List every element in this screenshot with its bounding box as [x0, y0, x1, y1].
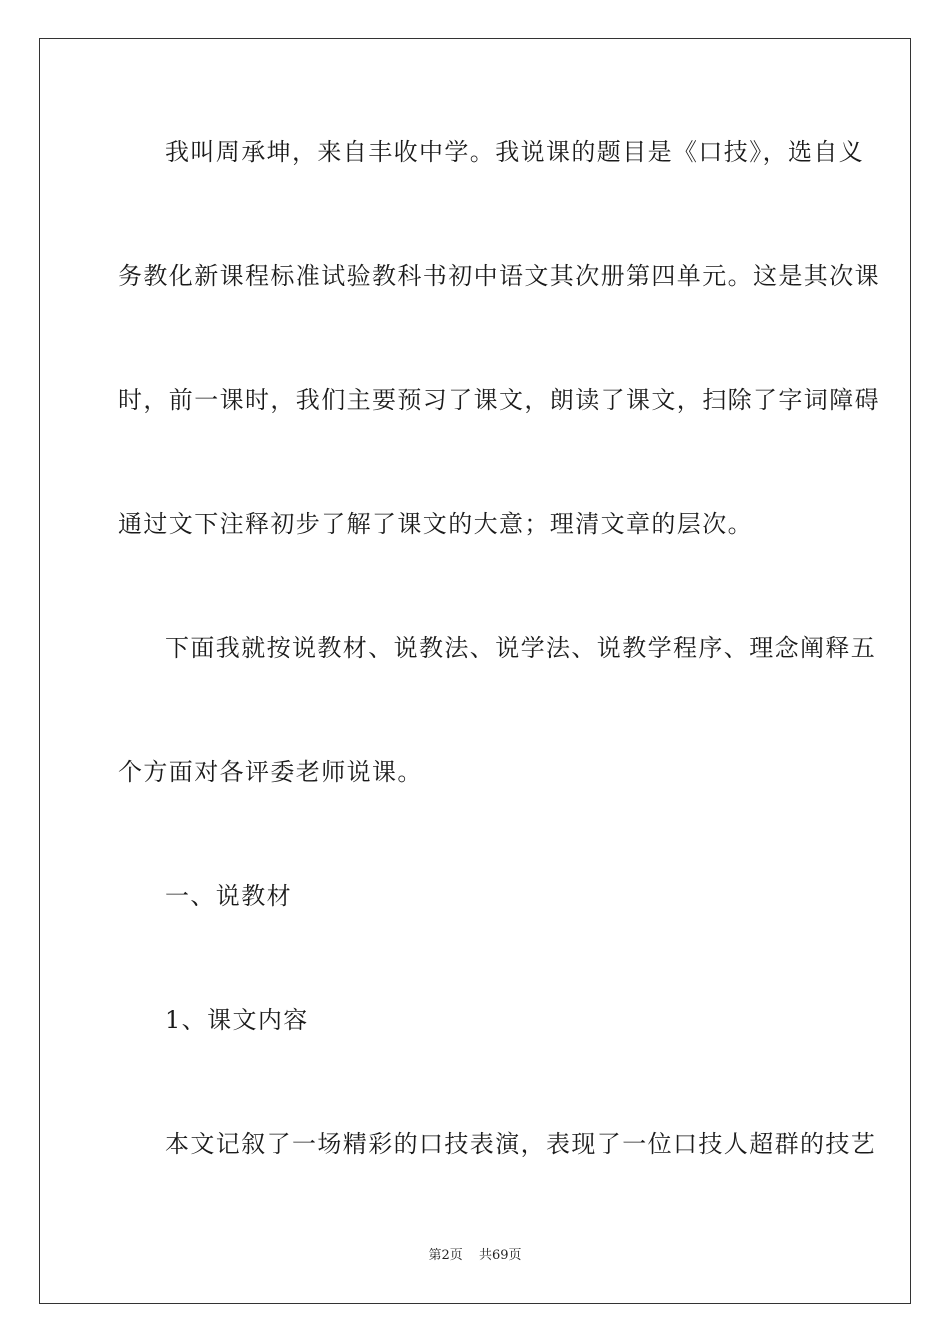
- paragraph-line: 本文记叙了一场精彩的口技表演，表现了一位口技人超群的技艺: [165, 1130, 877, 1158]
- paragraph-line: 时，前一课时，我们主要预习了课文，朗读了课文，扫除了字词障碍: [118, 386, 880, 414]
- paragraph-line: 我叫周承坤，来自丰收中学。我说课的题目是《口技》，选自义: [165, 138, 865, 166]
- paragraph-line: 下面我就按说教材、说教法、说学法、说教学程序、理念阐释五: [165, 634, 877, 662]
- paragraph-line: 通过文下注释初步了解了课文的大意；理清文章的层次。: [118, 510, 753, 538]
- page-border: [39, 38, 911, 1304]
- page-total: 共69页: [478, 1248, 522, 1263]
- page-footer: [0, 1248, 950, 1264]
- subsection-heading: 1、课文内容: [165, 1006, 309, 1034]
- page-number: 第2页: [428, 1248, 463, 1263]
- section-heading: 一、说教材: [165, 882, 292, 910]
- paragraph-line: 务教化新课程标准试验教科书初中语文其次册第四单元。这是其次课: [118, 262, 880, 290]
- paragraph-line: 个方面对各评委老师说课。: [118, 758, 423, 786]
